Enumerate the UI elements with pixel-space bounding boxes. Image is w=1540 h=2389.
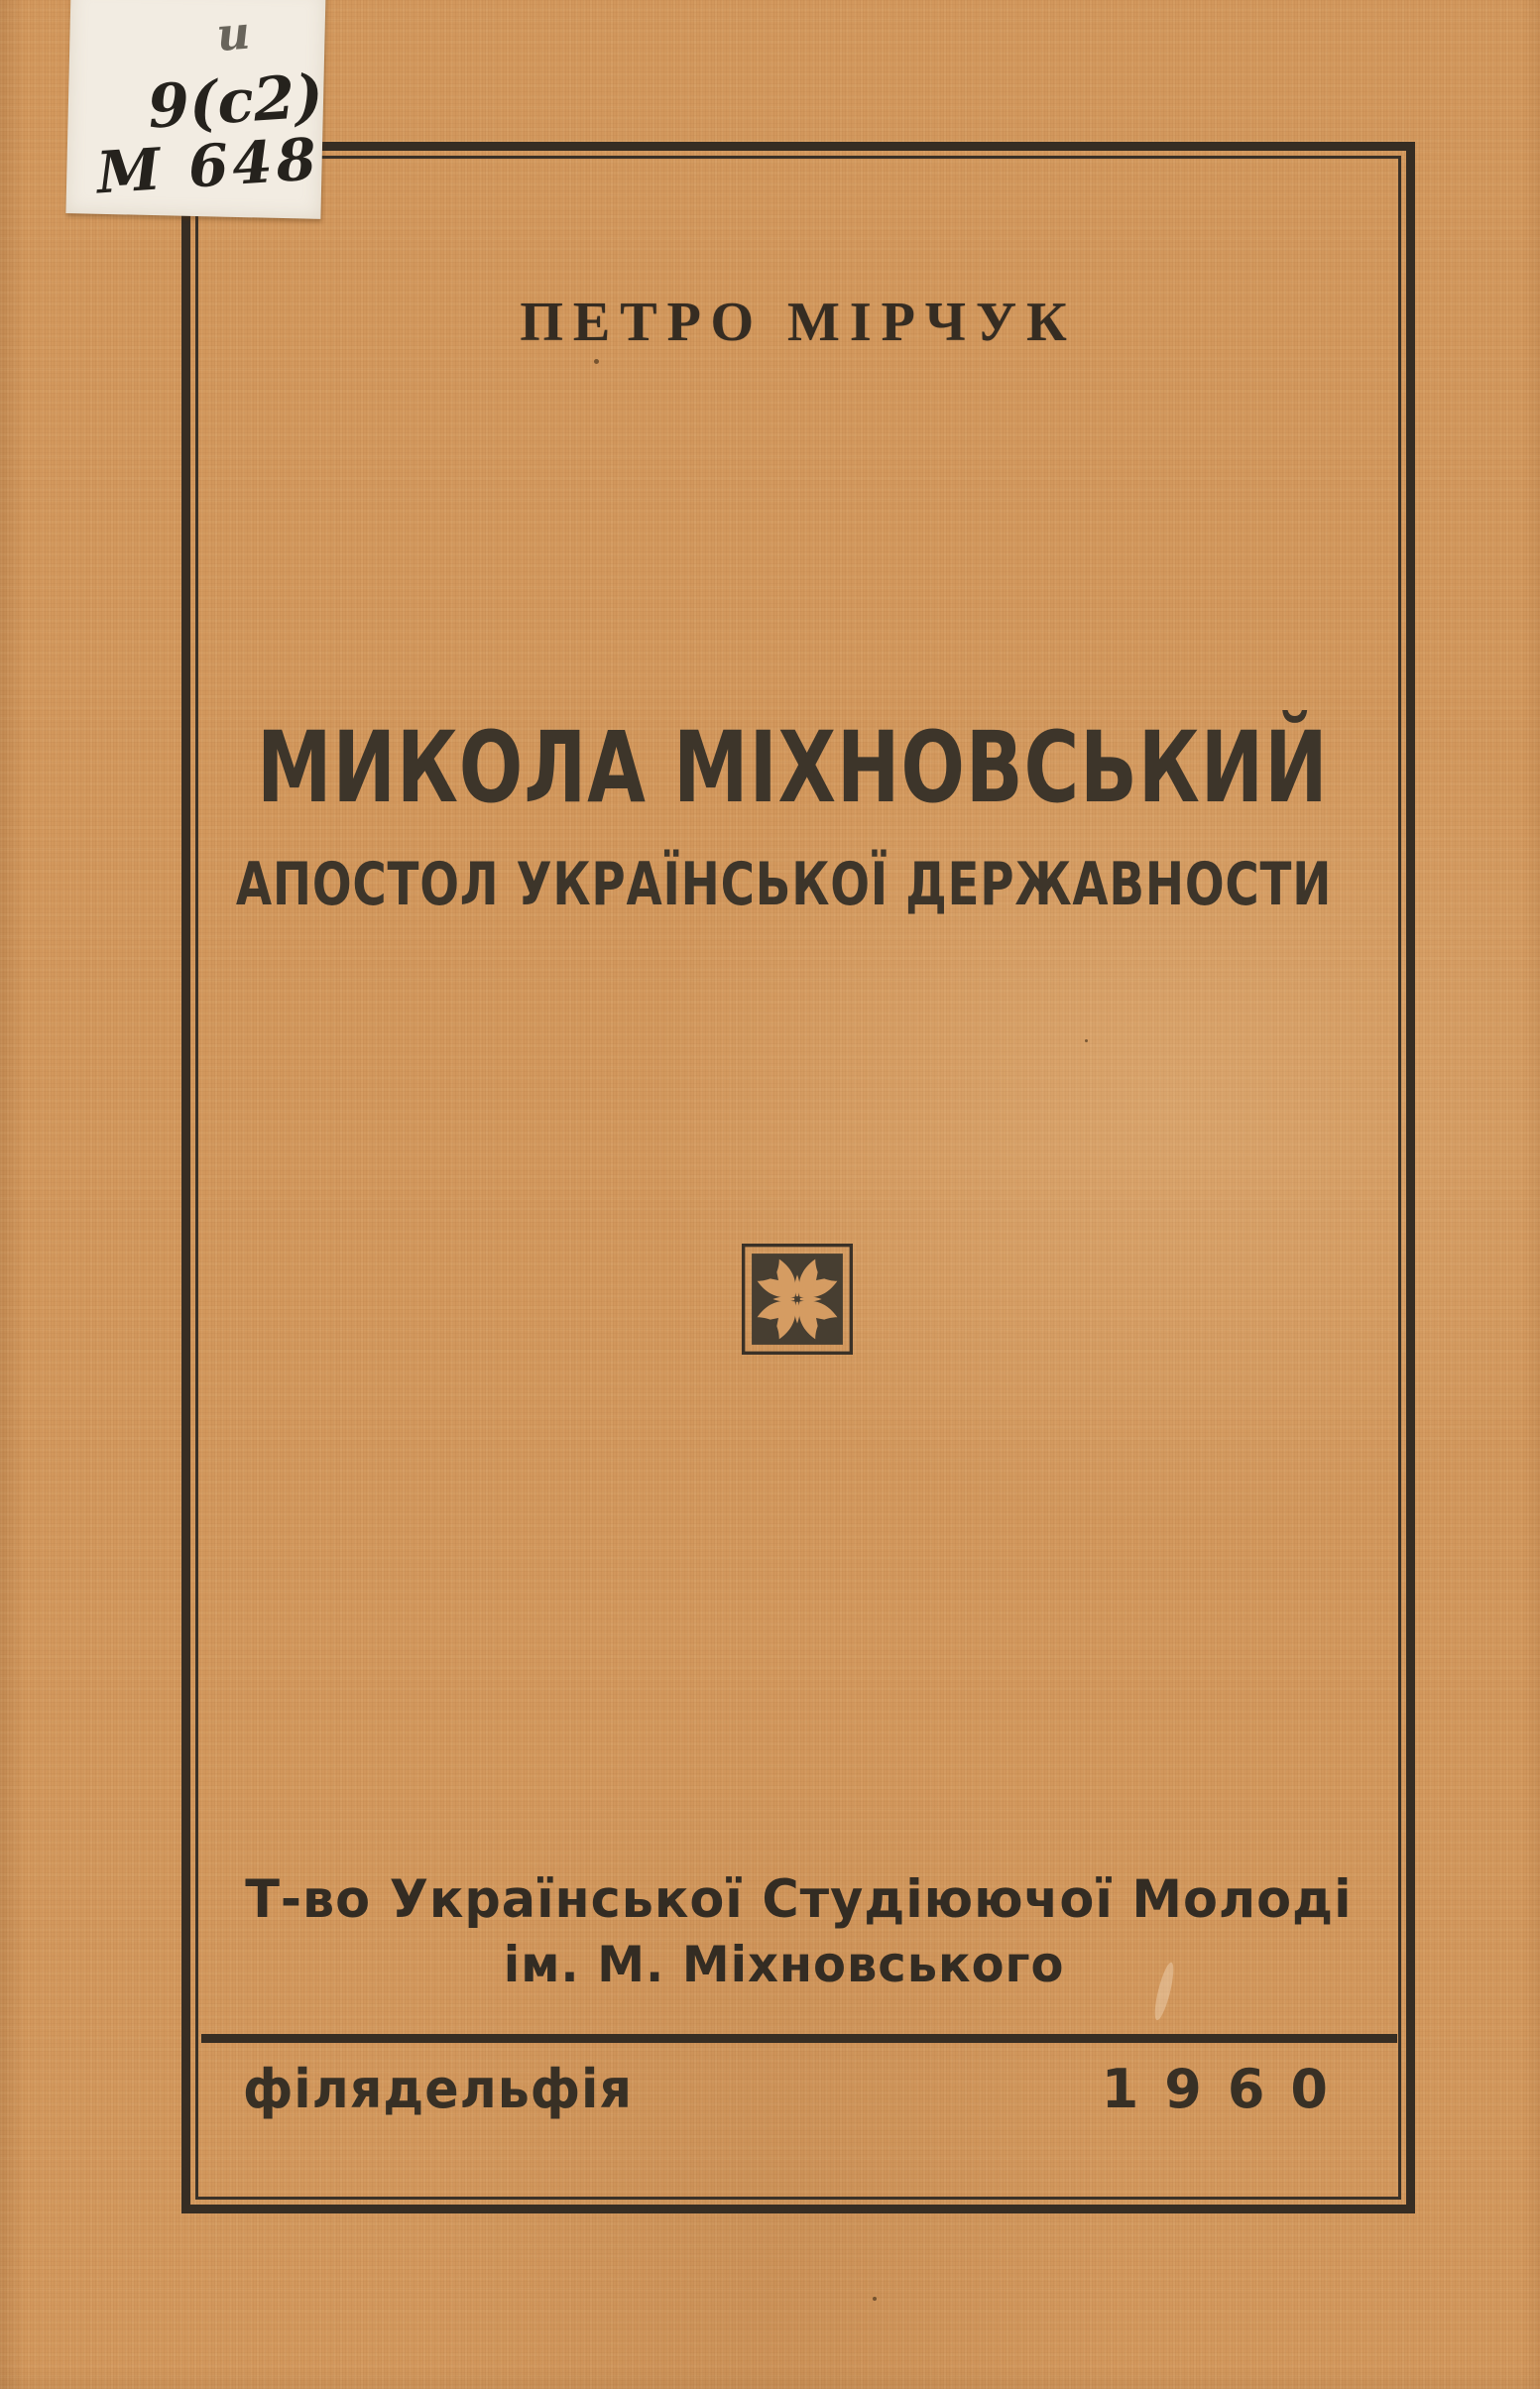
publisher-line-1 xyxy=(181,1869,1415,1930)
imprint-row xyxy=(201,2058,1397,2120)
book-subtitle-text: АПОСТОЛ УКРАЇНСЬКОЇ ДЕРЖАВНОСТИ xyxy=(236,850,1333,919)
dust-speck xyxy=(873,2297,877,2301)
publisher-line-2-text: ім. М. Міхновського xyxy=(504,1936,1065,1993)
publisher-line-1-text: Т-во Української Студіюючої Молоді xyxy=(244,1869,1353,1930)
floral-ornament-icon xyxy=(742,1244,853,1355)
dust-speck xyxy=(1085,1039,1088,1042)
label-annotation: и xyxy=(214,5,253,62)
imprint-year: 1960 xyxy=(1101,2058,1354,2120)
book-title xyxy=(181,711,1415,826)
divider-rule xyxy=(201,2034,1397,2043)
book-title-text: МИКОЛА МІХНОВСЬКИЙ xyxy=(256,711,1329,826)
author-name-text: ПЕТРО МІРЧУК xyxy=(520,292,1077,353)
author-name xyxy=(181,292,1415,353)
publisher-line-2 xyxy=(181,1936,1415,1993)
book-subtitle xyxy=(181,850,1415,919)
label-call-number-line1: 9(с2) xyxy=(145,61,325,143)
imprint-city: філядельфія xyxy=(243,2058,633,2120)
library-call-number-label xyxy=(65,0,325,219)
dust-speck xyxy=(594,359,599,364)
label-call-number-line2: М 648 xyxy=(94,125,322,207)
